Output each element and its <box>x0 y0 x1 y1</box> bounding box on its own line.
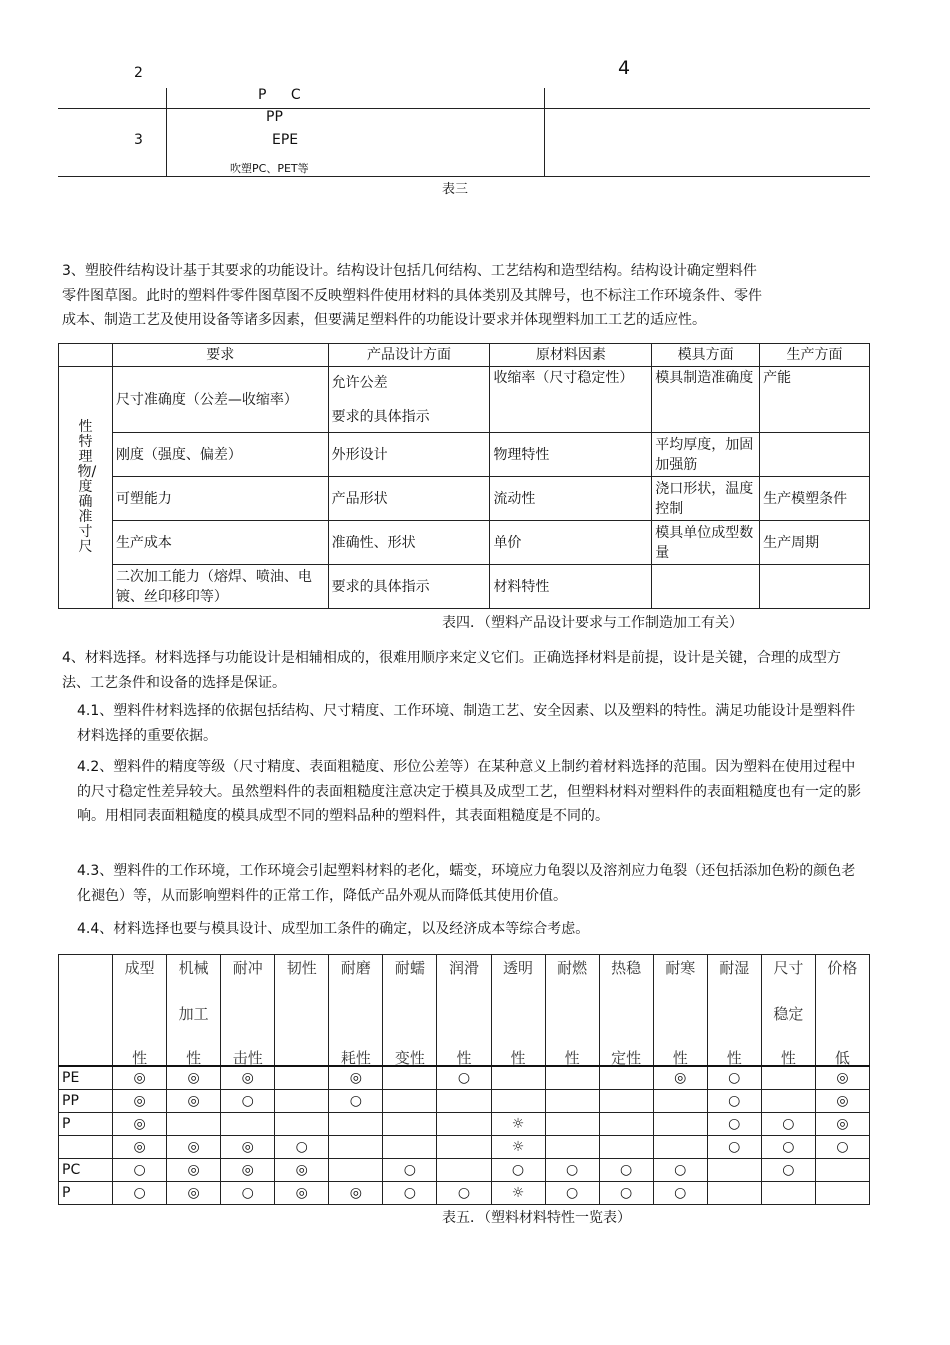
rating-cell: ◎ <box>329 1066 383 1090</box>
rating-cell <box>653 1090 707 1113</box>
rating-cell: ○ <box>707 1136 761 1159</box>
rating-cell <box>383 1066 437 1090</box>
header-cell <box>599 955 653 1067</box>
header-text: 击性 <box>232 1049 263 1067</box>
rating-cell <box>329 1113 383 1136</box>
rating-cell <box>491 1090 545 1113</box>
rating-cell: ○ <box>815 1136 869 1159</box>
production-cell <box>760 565 870 609</box>
table-5 <box>58 954 870 1205</box>
section-4-intro: 4、材料选择。材料选择与功能设计是相辅相成的，很难用顺序来定义它们。正确选择材料是前提，设计是关键，合理的成型方法、工艺条件和设备的选择是保证。 <box>62 650 841 691</box>
material-name <box>59 1136 113 1159</box>
section-4-3: 4.3、塑料件的工作环境，工作环境会引起塑料材料的老化，蠕变，环境应力龟裂以及溶剂应力龟裂（还包括添加色粉的颜色老化褪色）等，从而影响塑料件的正常工作，降低产品外观从而降低其使用价值。 <box>77 863 856 904</box>
rating-cell <box>329 1159 383 1182</box>
requirement-cell: 生产成本 <box>112 521 328 565</box>
rating-cell <box>167 1113 221 1136</box>
table-3-caption: 表三 <box>442 182 469 197</box>
rating-cell <box>761 1090 815 1113</box>
rating-cell <box>707 1182 761 1205</box>
table-5-caption: 表五．（塑料材料特性一览表） <box>442 1210 631 1226</box>
rating-cell <box>437 1090 491 1113</box>
rating-cell: ◎ <box>113 1090 167 1113</box>
table-row <box>59 1159 870 1182</box>
table-row <box>59 367 870 433</box>
material-cell: 材料特性 <box>490 565 652 609</box>
table-row <box>59 565 870 609</box>
production-cell: 生产周期 <box>760 521 870 565</box>
header-cell <box>275 955 329 1067</box>
rating-cell <box>545 1090 599 1113</box>
header-cell <box>59 955 113 1067</box>
header-cell <box>383 955 437 1067</box>
rating-cell: ○ <box>653 1182 707 1205</box>
rating-cell: ○ <box>383 1159 437 1182</box>
rating-cell <box>599 1090 653 1113</box>
rating-cell: ◎ <box>113 1113 167 1136</box>
rating-cell <box>329 1136 383 1159</box>
rating-cell <box>707 1159 761 1182</box>
rating-cell: ○ <box>491 1159 545 1182</box>
rating-cell: ☼ <box>491 1113 545 1136</box>
header-text: 韧性 <box>286 959 317 977</box>
rating-cell: ◎ <box>815 1066 869 1090</box>
mold-cell: 平均厚度，加固加强筋 <box>652 433 760 477</box>
header-text: 耐蠕 <box>394 959 425 977</box>
table-header-row <box>59 955 870 1067</box>
rating-cell: ◎ <box>329 1182 383 1205</box>
rating-cell: ○ <box>221 1090 275 1113</box>
mold-cell: 浇口形状，温度控制 <box>652 477 760 521</box>
rating-cell <box>761 1182 815 1205</box>
table-row <box>59 477 870 521</box>
paragraph-line: 成本、制造工艺及使用设备等诸多因素，但要满足塑料件的功能设计要求并体现塑料加工工艺的适应性。 <box>62 312 706 328</box>
rating-cell: ○ <box>707 1113 761 1136</box>
rating-cell: ☼ <box>491 1136 545 1159</box>
header-text: 性 <box>780 1049 796 1067</box>
rating-cell: ○ <box>275 1136 329 1159</box>
rating-cell: ○ <box>545 1159 599 1182</box>
rating-cell <box>383 1136 437 1159</box>
rating-cell: ◎ <box>815 1113 869 1136</box>
header-cell <box>437 955 491 1067</box>
header-text: 价格 <box>827 959 858 977</box>
header-text: 变性 <box>394 1049 425 1067</box>
header-text: 性 <box>132 1049 148 1067</box>
header-text: 性 <box>186 1049 202 1067</box>
header-cell <box>761 955 815 1067</box>
table-3-row-number: 3 <box>134 132 143 148</box>
rating-cell: ◎ <box>275 1182 329 1205</box>
header-text: 成型 <box>124 959 155 977</box>
material-cell: 单价 <box>490 521 652 565</box>
header-text: 性 <box>672 1049 688 1067</box>
rating-cell: ◎ <box>167 1090 221 1113</box>
rating-cell: ○ <box>437 1182 491 1205</box>
rating-cell <box>815 1182 869 1205</box>
rating-cell: ○ <box>545 1182 599 1205</box>
mold-cell: 模具制造准确度 <box>652 367 760 433</box>
table-3-note: 吹塑PC、PET等 <box>230 162 309 175</box>
header-text: 性 <box>510 1049 526 1067</box>
material-cell: 流动性 <box>490 477 652 521</box>
rating-cell: ◎ <box>221 1066 275 1090</box>
table-row <box>59 1090 870 1113</box>
design-cell: 产品形状 <box>328 477 490 521</box>
header-cell: 模具方面 <box>652 344 760 367</box>
rating-cell: ◎ <box>113 1136 167 1159</box>
section-4-2: 4.2、塑料件的精度等级（尺寸精度、表面粗糙度、形位公差等）在某种意义上制约着材料选择的范围。因为塑料在使用过程中的尺寸稳定性差异较大。虽然塑料件的表面粗糙度注意决定于模具及成型工艺，但塑料材料对塑料件的表面粗糙度也有一定的影响。用相同表面粗糙度的模具成型不同的塑料品种的塑料件，其表面粗糙度是不同的。 <box>77 759 861 824</box>
rating-cell <box>653 1136 707 1159</box>
rating-cell: ◎ <box>167 1066 221 1090</box>
section-4-1: 4.1、塑料件材料选择的依据包括结构、尺寸精度、工作环境、制造工艺、安全因素、以及塑料的特性。满足功能设计是塑料件材料选择的重要依据。 <box>77 703 856 744</box>
rating-cell <box>545 1113 599 1136</box>
header-cell <box>707 955 761 1067</box>
table-3-rule <box>58 108 870 109</box>
header-cell: 产品设计方面 <box>328 344 490 367</box>
table-row <box>59 433 870 477</box>
header-cell: 原材料因素 <box>490 344 652 367</box>
material-name: P <box>59 1113 113 1136</box>
header-cell <box>221 955 275 1067</box>
table-row <box>59 1182 870 1205</box>
header-text: 耐寒 <box>665 959 696 977</box>
rating-cell <box>599 1113 653 1136</box>
header-text: 尺寸 <box>773 959 804 977</box>
header-cell <box>815 955 869 1067</box>
rating-cell: ○ <box>383 1182 437 1205</box>
rating-cell: ○ <box>221 1182 275 1205</box>
header-text: 耐燃 <box>557 959 588 977</box>
header-cell <box>59 344 113 367</box>
rating-cell: ○ <box>437 1066 491 1090</box>
table-row <box>59 1136 870 1159</box>
table-3 <box>58 55 870 180</box>
rating-cell: ○ <box>761 1136 815 1159</box>
header-text: 低 <box>834 1049 850 1067</box>
table-3-material: PP <box>266 109 283 125</box>
rating-cell: ◎ <box>221 1136 275 1159</box>
paragraph-line: 3、塑胶件结构设计基于其要求的功能设计。结构设计包括几何结构、工艺结构和造型结构。结构设计确定塑料件 <box>62 263 757 279</box>
rating-cell: ○ <box>653 1159 707 1182</box>
material-name: PE <box>59 1066 113 1090</box>
rating-cell <box>275 1090 329 1113</box>
rating-cell <box>221 1113 275 1136</box>
rating-cell: ◎ <box>113 1066 167 1090</box>
rating-cell: ☼ <box>491 1182 545 1205</box>
rating-cell <box>275 1066 329 1090</box>
header-cell: 要求 <box>112 344 328 367</box>
requirement-cell: 刚度（强度、偏差） <box>112 433 328 477</box>
section-3-paragraph <box>62 259 867 333</box>
mold-cell: 模具单位成型数量 <box>652 521 760 565</box>
material-name: PP <box>59 1090 113 1113</box>
table-4-caption: 表四．（塑料产品设计要求与工作制造加工有关） <box>442 615 743 631</box>
header-text: 润滑 <box>448 959 479 977</box>
production-cell: 生产模塑条件 <box>760 477 870 521</box>
header-text: 稳定 <box>773 1005 804 1023</box>
rating-cell <box>437 1159 491 1182</box>
header-text: 性 <box>456 1049 472 1067</box>
material-cell: 收缩率（尺寸稳定性） <box>490 367 652 433</box>
rating-cell <box>437 1113 491 1136</box>
design-cell: 要求的具体指示 <box>328 565 490 609</box>
requirement-cell: 可塑能力 <box>112 477 328 521</box>
table-row <box>59 1113 870 1136</box>
rating-cell: ○ <box>707 1066 761 1090</box>
header-text: 性 <box>564 1049 580 1067</box>
rating-cell: ○ <box>707 1090 761 1113</box>
table-3-divider <box>166 88 167 176</box>
header-text: 加工 <box>178 1005 209 1023</box>
header-text: 热稳 <box>611 959 642 977</box>
rating-cell <box>815 1159 869 1182</box>
rating-cell: ○ <box>599 1182 653 1205</box>
header-text: 性 <box>726 1049 742 1067</box>
paragraph-line: 零件图草图。此时的塑料件零件图草图不反映塑料件使用材料的具体类别及其牌号，也不标注工作环境条件、零件 <box>62 287 762 304</box>
rating-cell: ○ <box>113 1182 167 1205</box>
rating-cell <box>275 1113 329 1136</box>
rating-cell: ○ <box>761 1159 815 1182</box>
header-cell <box>653 955 707 1067</box>
rating-cell: ○ <box>599 1159 653 1182</box>
header-cell <box>113 955 167 1067</box>
header-text: 耐湿 <box>719 959 750 977</box>
design-cell: 外形设计 <box>328 433 490 477</box>
requirement-cell: 尺寸准确度（公差—收缩率） <box>112 367 328 433</box>
requirement-cell: 二次加工能力（熔焊、喷油、电镀、丝印移印等） <box>112 565 328 609</box>
rating-cell <box>599 1136 653 1159</box>
table-4 <box>58 343 870 609</box>
section-4-4: 4.4、材料选择也要与模具设计、成型加工条件的确定，以及经济成本等综合考虑。 <box>77 921 590 937</box>
material-name: PC <box>59 1159 113 1182</box>
rating-cell: ○ <box>329 1090 383 1113</box>
rating-cell: ◎ <box>167 1182 221 1205</box>
rating-cell <box>383 1113 437 1136</box>
rating-cell <box>491 1066 545 1090</box>
header-text: 耗性 <box>340 1049 371 1067</box>
mold-cell <box>652 565 760 609</box>
header-text: 机械 <box>178 959 209 977</box>
header-cell: 生产方面 <box>760 344 870 367</box>
rating-cell: ◎ <box>167 1159 221 1182</box>
rating-cell <box>383 1090 437 1113</box>
side-label-text: 性特理物/度确准寸尺 <box>77 419 97 555</box>
table-header-row <box>59 344 870 367</box>
rating-cell <box>599 1066 653 1090</box>
rating-cell: ◎ <box>653 1066 707 1090</box>
header-text: 耐磨 <box>340 959 371 977</box>
design-cell: 准确性、形状 <box>328 521 490 565</box>
table-row <box>59 1066 870 1090</box>
table-3-divider <box>544 88 545 176</box>
rating-cell: ○ <box>113 1159 167 1182</box>
rating-cell <box>761 1066 815 1090</box>
rating-cell: ◎ <box>167 1136 221 1159</box>
rating-cell <box>653 1113 707 1136</box>
rating-cell <box>437 1136 491 1159</box>
design-line: 要求的具体指示 <box>331 408 430 425</box>
table-3-value: 4 <box>618 57 631 79</box>
material-cell: 物理特性 <box>490 433 652 477</box>
rating-cell: ◎ <box>221 1159 275 1182</box>
header-cell <box>329 955 383 1067</box>
rating-cell: ◎ <box>275 1159 329 1182</box>
rating-cell <box>545 1066 599 1090</box>
table-row <box>59 521 870 565</box>
rating-cell: ◎ <box>815 1090 869 1113</box>
header-text: 透明 <box>503 959 534 977</box>
side-label <box>59 367 113 609</box>
design-cell <box>328 367 490 433</box>
header-text: 耐冲 <box>232 959 263 977</box>
table-3-material: EPE <box>272 132 299 148</box>
rating-cell: ○ <box>761 1113 815 1136</box>
header-cell <box>545 955 599 1067</box>
table-3-rule <box>58 176 870 177</box>
production-cell: 产能 <box>760 367 870 433</box>
header-cell <box>491 955 545 1067</box>
design-line: 允许公差 <box>331 374 388 391</box>
header-text: 定性 <box>611 1049 642 1067</box>
table-3-material: P C <box>258 87 311 103</box>
table-3-row-number: 2 <box>134 65 143 81</box>
header-cell <box>167 955 221 1067</box>
rating-cell <box>545 1136 599 1159</box>
material-name: P <box>59 1182 113 1205</box>
production-cell <box>760 433 870 477</box>
